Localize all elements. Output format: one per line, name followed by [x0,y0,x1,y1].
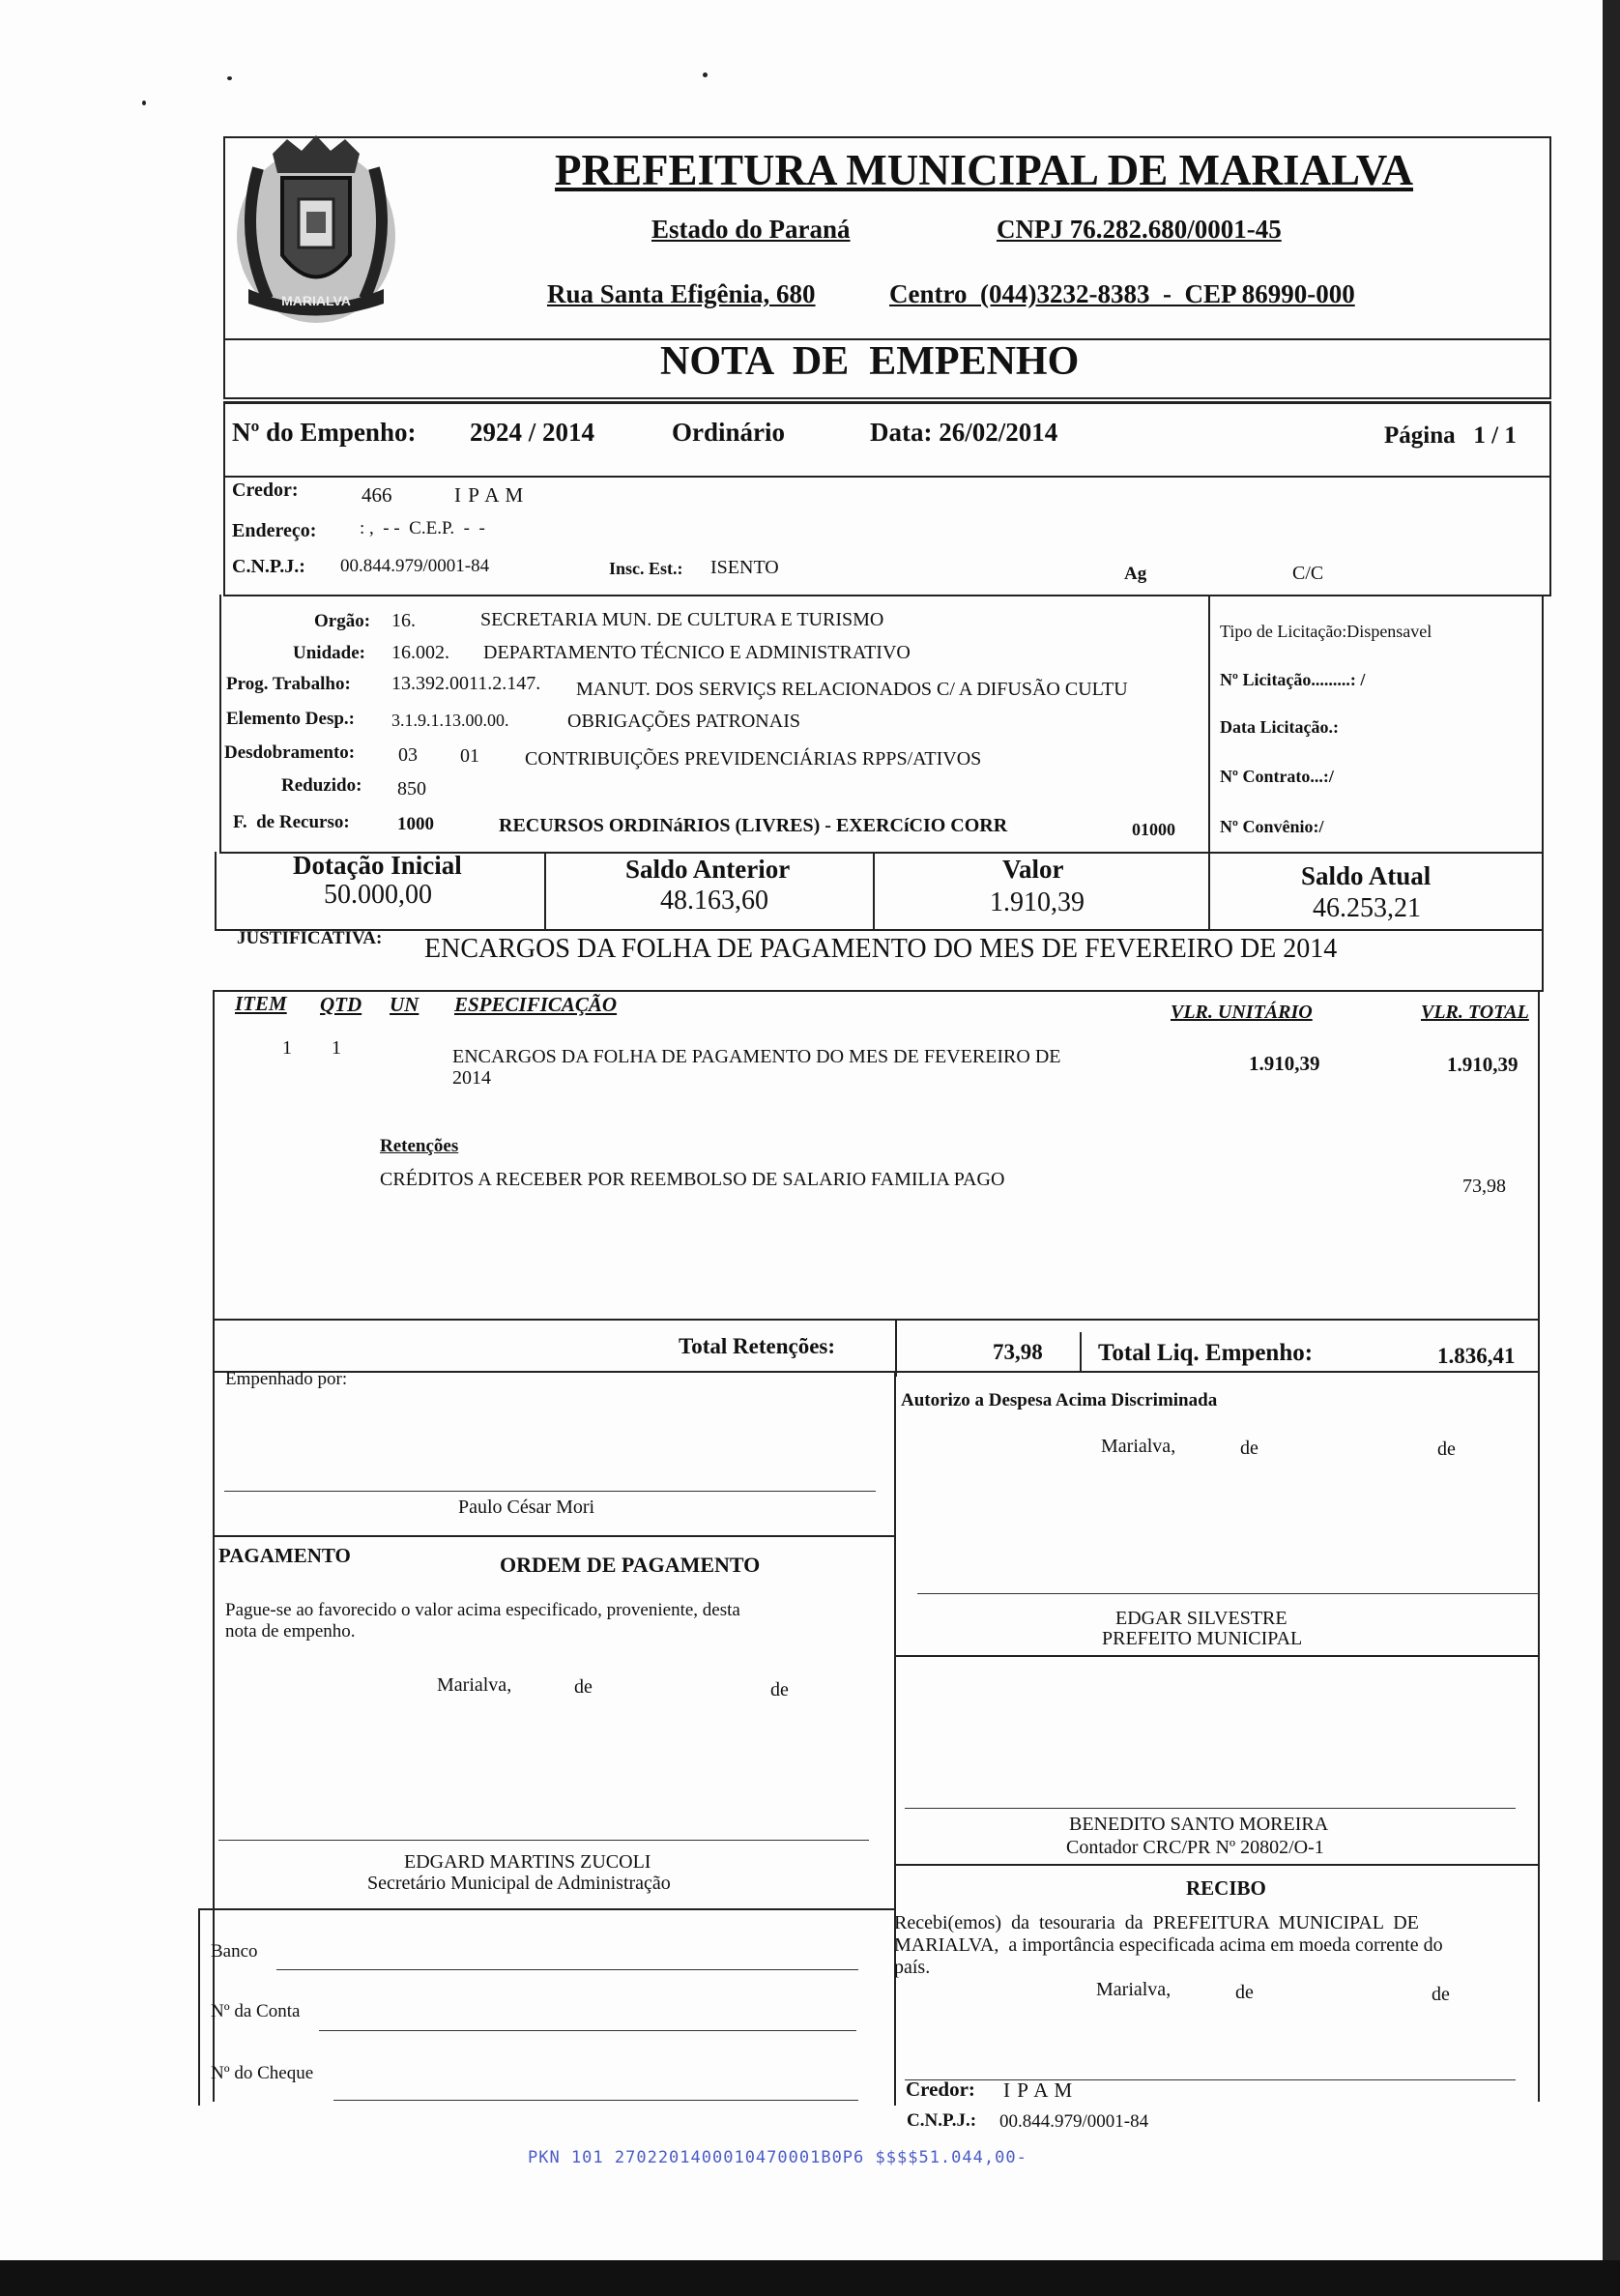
border [1542,595,1544,854]
border [895,1319,897,1377]
recibo-line1: Recebi(emos) da tesouraria da PREFEITURA MUNICIPAL DE [894,1912,1419,1933]
total-retencoes-label: Total Retenções: [679,1334,836,1358]
ordem-pagamento-label: ORDEM DE PAGAMENTO [500,1553,761,1577]
de-label: de [1437,1439,1456,1460]
empenho-date: Data: 26/02/2014 [870,418,1058,447]
border [219,595,221,854]
cnpj-label: C.N.P.J.: [232,556,305,577]
border [1208,852,1210,929]
valor-label: Valor [1002,855,1064,884]
border [213,990,215,2102]
autorizo-label: Autorizo a Despesa Acima Discriminada [901,1390,1218,1410]
dotacao-label: Dotação Inicial [293,851,462,880]
municipality-title: PREFEITURA MUNICIPAL DE MARIALVA [555,146,1414,194]
credor-cnpj: 00.844.979/0001-84 [340,556,490,576]
empenhado-name: Paulo César Mori [458,1497,595,1518]
ag-label: Ag [1124,564,1147,584]
cnpj-header: CNPJ 76.282.680/0001-45 [997,215,1282,244]
elemento-code: 3.1.9.1.13.00.00. [391,711,509,730]
divider [894,1864,1540,1866]
recurso-desc: RECURSOS ORDINáRIOS (LIVRES) - EXERCíCIO CORR [499,815,1008,836]
desdobramento-a: 03 [398,744,418,766]
border [1080,1332,1082,1371]
prefeito-title: PREFEITO MUNICIPAL [1102,1628,1303,1649]
document-title: NOTA DE EMPENHO [660,339,1080,384]
justificativa-label: JUSTIFICATIVA: [237,928,383,948]
de-label: de [574,1676,593,1698]
un-header: UN [390,993,419,1016]
empenhado-label: Empenhado por: [225,1369,348,1389]
reduzido-value: 850 [397,778,426,799]
saldo-atual-label: Saldo Atual [1301,861,1432,890]
scan-speck [142,101,146,105]
desdobramento-label: Desdobramento: [224,742,356,763]
signature-line [917,1593,1539,1594]
scan-edge [1603,0,1620,2260]
prog-label: Prog. Trabalho: [226,674,351,694]
recibo-line2: MARIALVA, a importância especificada acima em moeda corrente do [894,1934,1443,1956]
item-total: 1.910,39 [1447,1053,1519,1076]
item-spec-line2: 2014 [452,1067,491,1089]
address-value: : , - - C.E.P. - - [360,518,485,538]
elemento-label: Elemento Desp.: [226,709,355,729]
border [198,1908,200,2106]
total-liquido-value: 1.836,41 [1437,1344,1516,1368]
contador-name: BENEDITO SANTO MOREIRA [1069,1814,1329,1835]
unidade-label: Unidade: [293,643,365,663]
city-label: Marialva, [1096,1979,1172,2000]
unidade-code: 16.002. [391,642,449,663]
de-label: de [770,1679,789,1700]
border [1542,852,1544,992]
signature-line [224,1491,876,1492]
item-header: ITEM [235,992,287,1015]
recibo-credor-label: Credor: [906,2078,975,2101]
de-label: de [1235,1982,1254,2003]
divider [215,990,1544,992]
cc-label: C/C [1292,563,1324,584]
city-label: Marialva, [1101,1436,1176,1457]
street-address: Rua Santa Efigênia, 680 [547,279,816,308]
numero-convenio: Nº Convênio:/ [1220,817,1324,836]
desdobramento-b: 01 [460,745,479,767]
pague-line2: nota de empenho. [225,1621,356,1642]
divider [213,1371,1540,1373]
divider [198,1908,896,1910]
orgao-label: Orgão: [314,611,371,631]
de-label: de [1432,1984,1450,2005]
unit-price-header: VLR. UNITÁRIO [1171,1002,1313,1023]
divider [213,1535,896,1537]
empenho-number: 2924 / 2014 [470,418,595,447]
recibo-cnpj-label: C.N.P.J.: [907,2110,977,2131]
retencao-desc: CRÉDITOS A RECEBER POR REEMBOLSO DE SALARIO FAMILIA PAGO [380,1169,1005,1190]
contact-info: Centro (044)3232-8383 - CEP 86990-000 [889,279,1355,308]
de-label: de [1240,1438,1258,1459]
banco-field[interactable] [276,1969,858,1970]
border [1549,401,1551,595]
total-liquido-label: Total Liq. Empenho: [1098,1340,1314,1366]
contador-title: Contador CRC/PR Nº 20802/O-1 [1066,1837,1324,1858]
signature-line [218,1840,869,1841]
divider [223,595,1551,596]
signature-line [905,2079,1516,2080]
credor-label: Credor: [232,480,299,501]
numero-licitacao: Nº Licitação.........: / [1220,670,1366,689]
signature-line [905,1808,1516,1809]
saldo-anterior-label: Saldo Anterior [625,855,791,884]
elemento-desc: OBRIGAÇÕES PATRONAIS [567,711,800,732]
secretario-title: Secretário Municipal de Administração [367,1873,671,1894]
data-licitacao: Data Licitação.: [1220,717,1339,737]
qtd-header: QTD [320,993,362,1016]
state-label: Estado do Paraná [651,215,851,244]
border [544,852,546,929]
cheque-field[interactable] [333,2100,858,2101]
divider [894,1655,1540,1657]
credor-name: I P A M [454,483,525,507]
prog-desc: MANUT. DOS SERVIÇS RELACIONADOS C/ A DIFUSÃO CULTU [576,679,1128,700]
recibo-line3: país. [894,1957,931,1978]
insc-label: Insc. Est.: [609,559,683,578]
authentication-stamp: PKN 101 2702201400010470001B0P6 $$$$51.044,00- [528,2148,1027,2167]
total-header: VLR. TOTAL [1421,1002,1529,1023]
tipo-licitacao: Tipo de Licitação:Dispensavel [1220,622,1432,641]
unidade-desc: DEPARTAMENTO TÉCNICO E ADMINISTRATIVO [483,642,911,663]
empenho-type: Ordinário [672,418,786,447]
recibo-title: RECIBO [1186,1876,1266,1900]
recurso-code: 1000 [397,814,434,834]
recurso-fund-code: 01000 [1132,820,1175,839]
divider [223,401,1551,404]
dotacao-value: 50.000,00 [324,880,432,910]
banco-label: Banco [211,1941,258,1962]
retencoes-label: Retenções [380,1136,459,1156]
scan-edge [0,2260,1620,2296]
svg-text:MARIALVA: MARIALVA [281,293,351,308]
scan-speck [227,76,232,80]
item-spec-line1: ENCARGOS DA FOLHA DE PAGAMENTO DO MES DE FEVEREIRO DE [452,1046,1061,1067]
border [1538,990,1540,2102]
recurso-label: F. de Recurso: [233,812,350,832]
conta-field[interactable] [319,2030,856,2031]
border [1208,595,1210,854]
pague-line1: Pague-se ao favorecido o valor acima especificado, proveniente, desta [225,1600,740,1620]
address-label: Endereço: [232,520,317,541]
valor-value: 1.910,39 [990,887,1085,917]
total-retencoes-value: 73,98 [993,1340,1043,1364]
saldo-atual-value: 46.253,21 [1313,893,1421,923]
retencao-value: 73,98 [1462,1176,1506,1197]
prefeito-name: EDGAR SILVESTRE [1115,1608,1287,1629]
numero-contrato: Nº Contrato...:/ [1220,767,1334,786]
spec-header: ESPECIFICAÇÃO [454,993,618,1016]
border [894,1371,896,2106]
item-number: 1 [282,1037,292,1059]
desdobramento-desc: CONTRIBUIÇÕES PREVIDENCIÁRIAS RPPS/ATIVOS [525,748,982,770]
prog-code: 13.392.0011.2.147. [391,673,541,694]
conta-label: Nº da Conta [211,2001,301,2021]
cheque-label: Nº do Cheque [211,2063,314,2083]
border [223,401,225,595]
reduzido-label: Reduzido: [281,775,362,796]
orgao-desc: SECRETARIA MUN. DE CULTURA E TURISMO [480,609,884,630]
insc-value: ISENTO [710,557,779,578]
item-qtd: 1 [332,1037,341,1059]
border [873,852,875,929]
item-unit-price: 1.910,39 [1249,1052,1320,1075]
divider [213,1319,1540,1321]
empenho-label: Nº do Empenho: [232,418,417,447]
orgao-code: 16. [391,610,416,631]
border [215,852,217,931]
scan-speck [703,73,708,77]
divider [215,929,1544,931]
secretario-name: EDGARD MARTINS ZUCOLI [404,1851,651,1873]
credor-code: 466 [362,483,392,507]
page-number: Página 1 / 1 [1384,422,1517,449]
coat-of-arms-icon [229,130,403,333]
city-label: Marialva, [437,1674,512,1696]
pagamento-label: PAGAMENTO [218,1544,351,1567]
divider [223,476,1551,478]
saldo-anterior-value: 48.163,60 [660,886,768,915]
recibo-credor: I P A M [1003,2078,1074,2102]
justificativa-text: ENCARGOS DA FOLHA DE PAGAMENTO DO MES DE FEVEREIRO DE 2014 [424,934,1338,964]
recibo-cnpj: 00.844.979/0001-84 [999,2111,1149,2132]
